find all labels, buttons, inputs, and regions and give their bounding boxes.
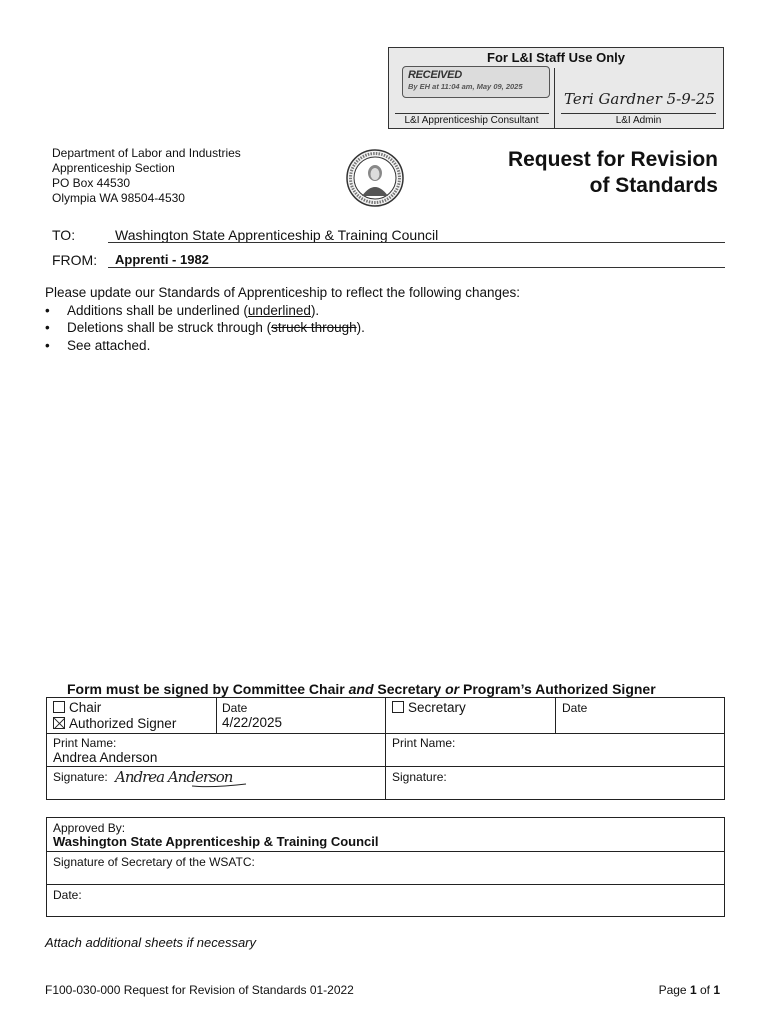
department-address	[52, 146, 241, 206]
from-label: FROM:	[52, 252, 98, 268]
text: and	[348, 681, 374, 697]
date-value: 4/22/2025	[222, 715, 283, 730]
admin-signature: Teri Gardner 5-9-25	[564, 90, 715, 108]
bullet-icon: •	[45, 337, 50, 353]
page-number	[659, 983, 720, 997]
divider	[47, 884, 724, 885]
secretary-option[interactable]	[392, 700, 466, 715]
secretary-signature-label: Signature:	[392, 770, 447, 784]
staff-use-title: For L&I Staff Use Only	[487, 50, 625, 65]
stamp-title: RECEIVED	[408, 69, 462, 81]
divider	[47, 851, 724, 852]
secretary-date-label: Date	[562, 701, 588, 715]
address-line: Department of Labor and Industries	[52, 146, 241, 160]
text: See attached.	[67, 337, 151, 353]
from-value: Apprenti - 1982	[115, 252, 209, 267]
title-line-1: Request for Revision	[507, 148, 718, 171]
chair-checkbox[interactable]	[53, 701, 65, 713]
list-item	[45, 337, 520, 355]
list-item	[45, 302, 520, 320]
underlined-example: underlined	[247, 302, 311, 318]
secretary-label: Secretary	[408, 700, 466, 715]
signature-requirement-heading	[67, 681, 656, 697]
text: of	[696, 983, 714, 997]
text: or	[445, 681, 460, 697]
staff-use-box	[388, 47, 724, 129]
consultant-line	[395, 113, 549, 114]
from-underline	[108, 267, 725, 268]
bullet-icon: •	[45, 302, 50, 318]
bullet-icon: •	[45, 320, 50, 335]
form-id: F100-030-000 Request for Revision of Standards 01-2022	[45, 983, 354, 997]
print-name-value: Andrea Anderson	[53, 750, 158, 765]
text: Form must be signed by Committee Chair	[67, 681, 349, 697]
chair-label: Chair	[69, 700, 102, 715]
signature-flourish-icon	[192, 776, 247, 790]
chair-option[interactable]	[53, 700, 101, 715]
title-line-2: of Standards	[589, 174, 718, 197]
address-line: Apprenticeship Section	[52, 161, 175, 175]
divider	[555, 698, 556, 734]
text: Deletions shall be struck through (	[67, 320, 272, 335]
list-item	[45, 319, 520, 337]
state-seal-icon	[345, 148, 405, 208]
text: Page	[658, 983, 690, 997]
divider	[216, 698, 217, 734]
attach-note: Attach additional sheets if necessary	[45, 935, 257, 950]
admin-caption: L&I Admin	[615, 115, 662, 126]
approved-by-label: Approved By:	[53, 821, 126, 835]
text: ).	[310, 302, 320, 318]
consultant-caption: L&I Apprenticeship Consultant	[404, 115, 539, 126]
text: Additions shall be underlined (	[67, 302, 248, 318]
text: Program’s Authorized Signer	[459, 681, 656, 697]
authorized-signer-checkbox[interactable]	[53, 717, 65, 729]
received-stamp	[402, 66, 550, 98]
date-label: Date	[222, 701, 248, 715]
to-underline	[108, 242, 725, 243]
approval-box	[46, 817, 725, 917]
text: Secretary	[373, 681, 446, 697]
secretary-print-name-label: Print Name:	[392, 736, 456, 750]
divider	[47, 766, 724, 767]
to-value: Washington State Apprenticeship & Training Council	[115, 227, 439, 243]
signature-label: Signature:	[53, 770, 108, 784]
signature-grid	[46, 697, 725, 800]
address-line: PO Box 44530	[52, 176, 131, 190]
instructions-intro: Please update our Standards of Apprenticeship to reflect the following changes:	[45, 285, 521, 300]
to-label: TO:	[52, 227, 76, 243]
form-title	[508, 147, 718, 199]
divider	[47, 733, 724, 734]
secretary-signature-field-label: Signature of Secretary of the WSATC:	[53, 855, 255, 869]
strikethrough-example: struck through	[271, 320, 357, 335]
approval-date-label: Date:	[53, 888, 82, 902]
divider	[385, 698, 386, 799]
authorized-signer-label: Authorized Signer	[69, 716, 177, 731]
council-name: Washington State Apprenticeship & Training Council	[53, 834, 379, 849]
secretary-checkbox[interactable]	[392, 701, 404, 713]
print-name-label: Print Name:	[53, 736, 117, 750]
address-line: Olympia WA 98504-4530	[52, 191, 185, 205]
authorized-signer-option[interactable]	[53, 716, 176, 731]
admin-line	[561, 113, 716, 114]
text: 1	[689, 983, 697, 997]
signature-value: Andrea Anderson	[115, 768, 233, 786]
text: 1	[713, 983, 720, 997]
instructions	[45, 284, 520, 354]
stamp-detail: By EH at 11:04 am, May 09, 2025	[408, 82, 523, 91]
text: ).	[356, 320, 365, 335]
